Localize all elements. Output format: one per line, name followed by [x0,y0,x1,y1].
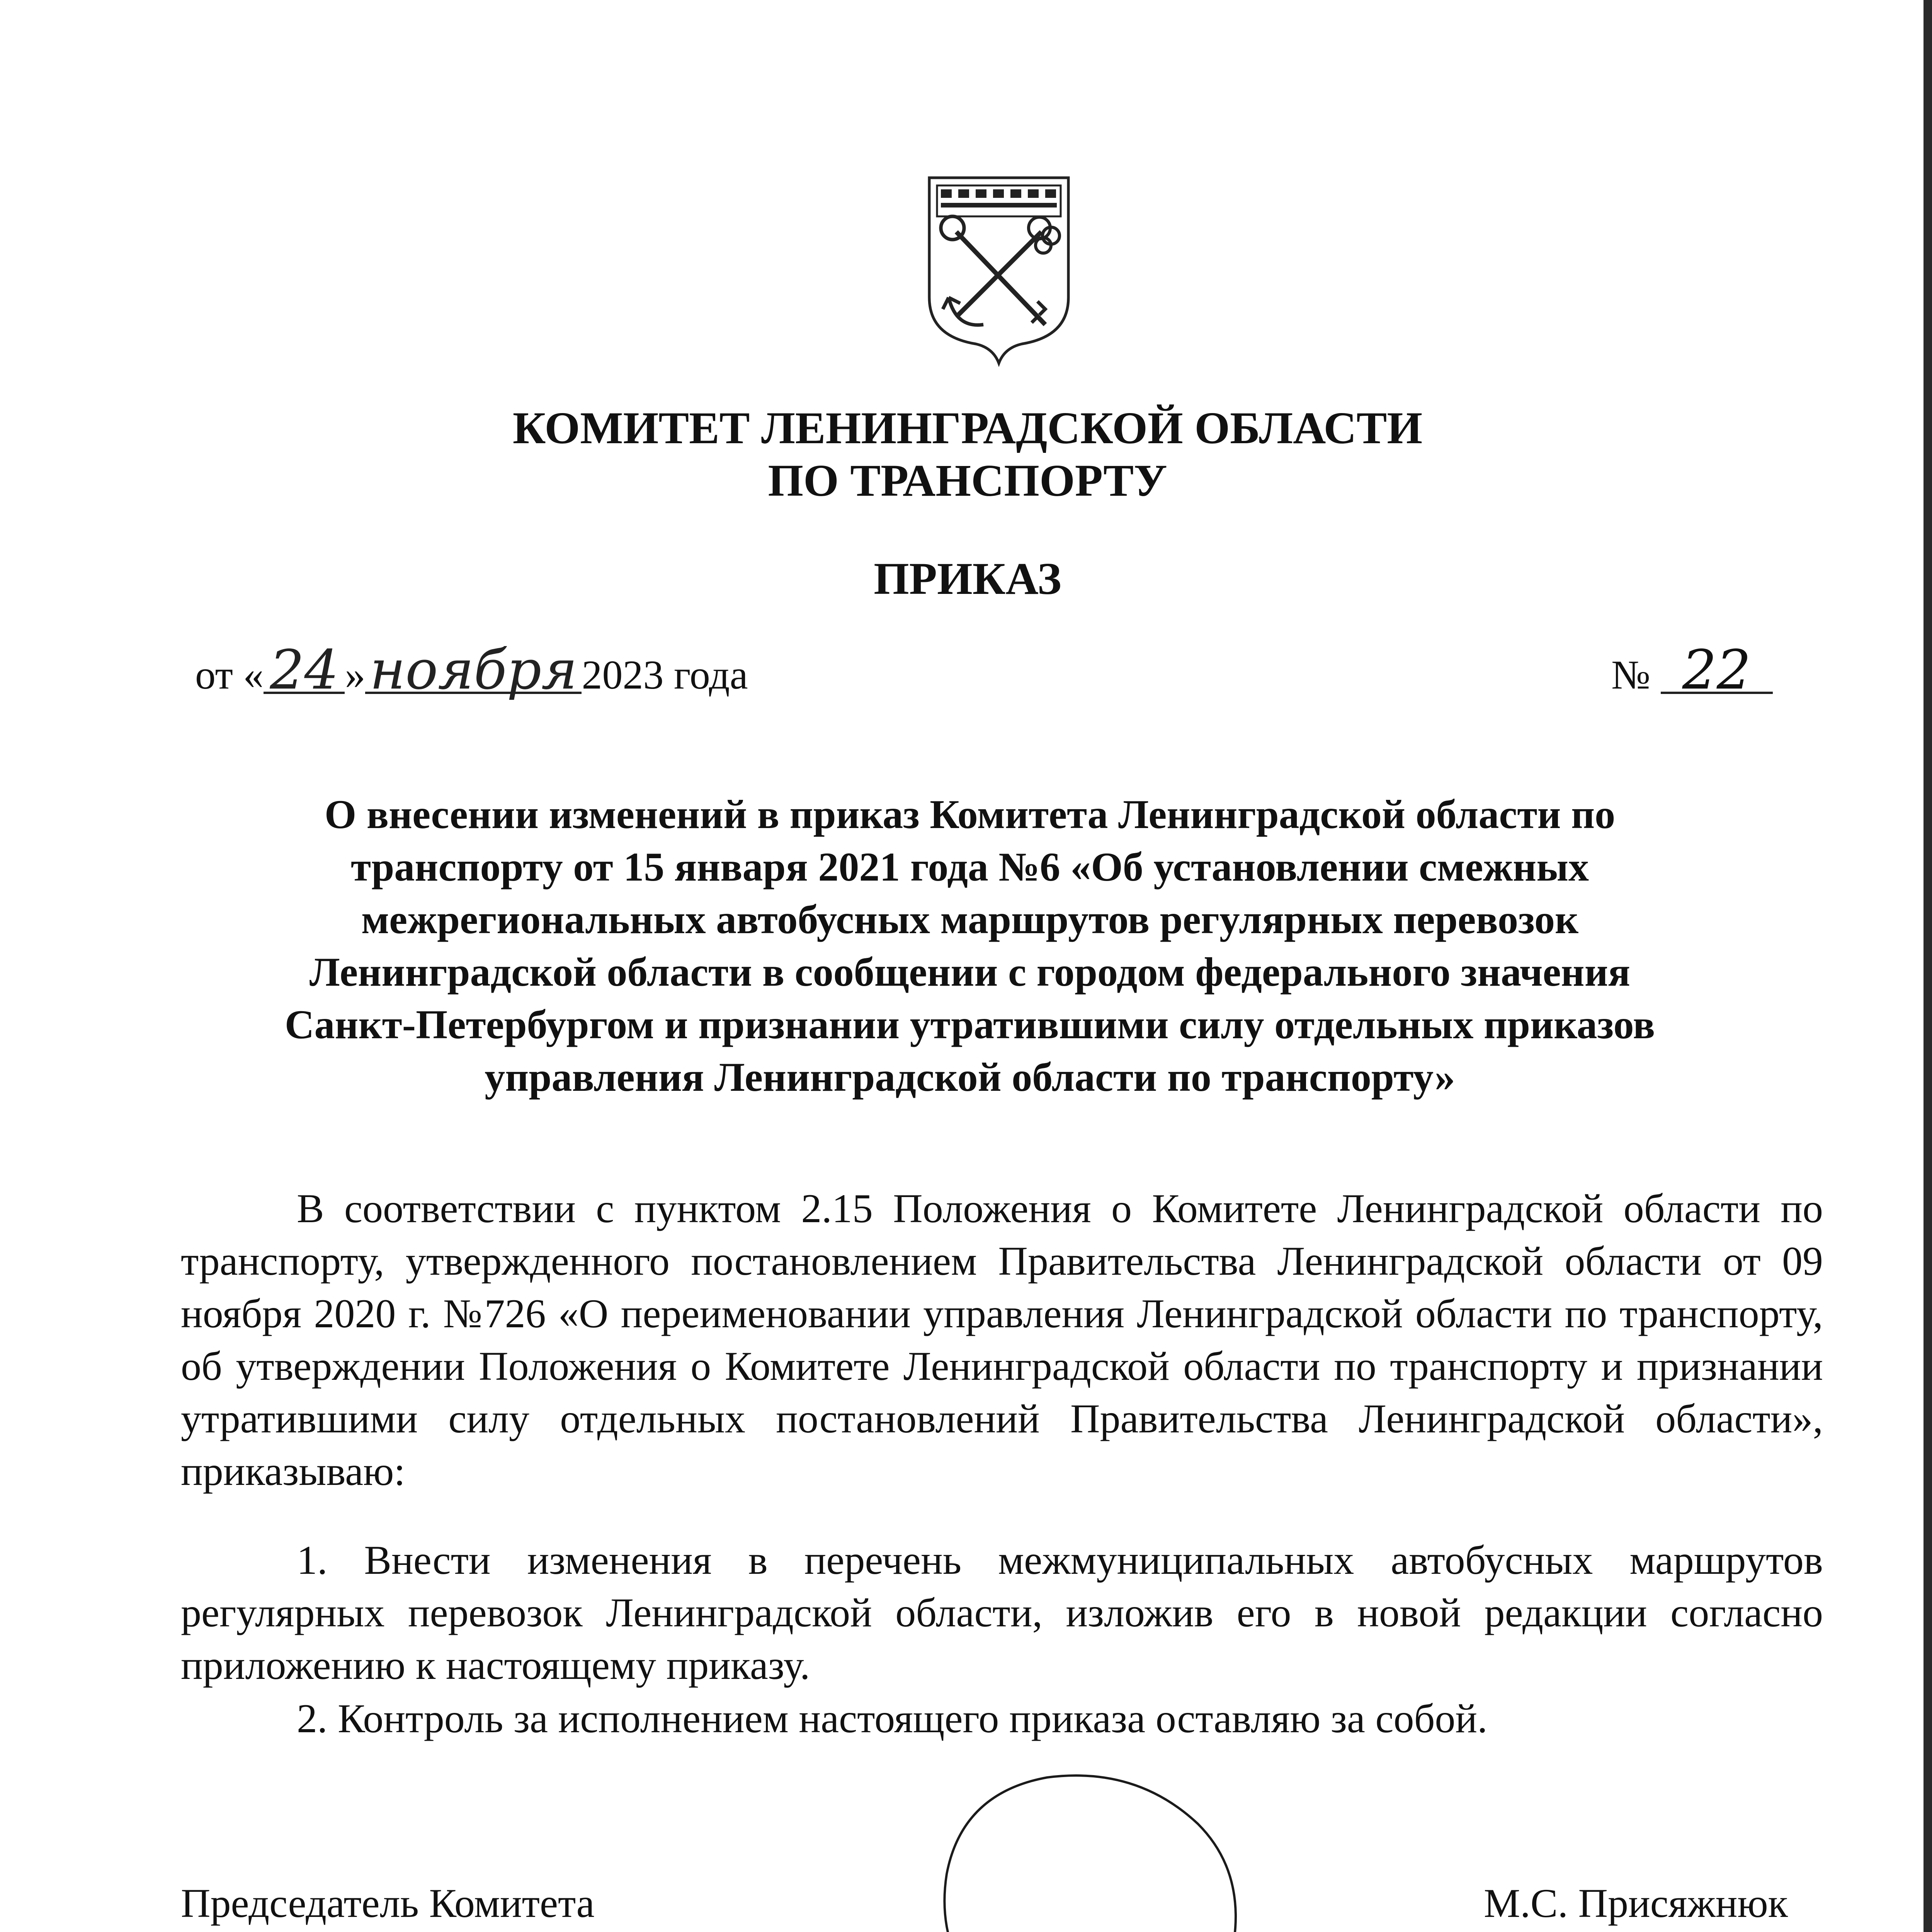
title-line: межрегиональных автобусных маршрутов регулярных перевозок [361,897,1579,942]
date-day-handwritten: 24 [264,649,345,694]
organization-heading [0,402,1932,507]
title-line: Санкт-Петербургом и признании утратившими силу отдельных приказов [284,1002,1655,1047]
date-month-handwritten: ноября [365,649,582,694]
title-line: транспорту от 15 января 2021 года №6 «Об установлении смежных [350,844,1589,889]
order-item-2: 2. Контроль за исполнением настоящего приказа оставляю за собой. [297,1696,1488,1741]
preamble-paragraph: В соответствии с пунктом 2.15 Положения о Комитете Ленинградской области по транспорту, утвержденного постановлением Правительства Ленинградской области от 09 ноября 2020 г. №726 «О переименовании управления Ленинградской области по транспорту, об утверждении Положения о Комитете Ленинградской области по транспорту и признании утратившими силу отдельных постановлений Правительства Ленинградской области», приказываю: [181,1186,1823,1494]
date-mid: » [345,652,366,697]
organization-line-1: КОМИТЕТ ЛЕНИНГРАДСКОЙ ОБЛАСТИ [512,403,1423,453]
date-line [195,639,748,702]
order-number-handwritten: 22 [1661,649,1773,694]
coat-of-arms-emblem [922,170,1076,371]
order-number-line [1611,639,1773,702]
date-prefix: от « [195,652,264,697]
organization-line-2: ПО ТРАНСПОРТУ [768,455,1167,506]
signatory-position: Председатель Комитета [181,1881,595,1926]
order-number-label: № [1611,652,1651,697]
title-line: О внесении изменений в приказ Комитета Ленинградской области по [324,792,1616,837]
handwritten-signature [920,1762,1260,1932]
document-type: ПРИКАЗ [874,553,1061,604]
signatory-name: М.С. Присяжнюк [1484,1881,1788,1926]
title-line: Ленинградской области в сообщении с городом федерального значения [309,949,1631,995]
order-item-1: 1. Внести изменения в перечень межмуниципальных автобусных маршрутов регулярных перевозок Ленинградской области, изложив его в новой редакции согласно приложению к настоящему приказу. [181,1537,1823,1688]
scan-edge [1923,0,1932,1932]
date-suffix: 2023 года [582,652,748,697]
title-line: управления Ленинградской области по транспорту» [485,1054,1455,1100]
order-title [216,788,1723,1104]
